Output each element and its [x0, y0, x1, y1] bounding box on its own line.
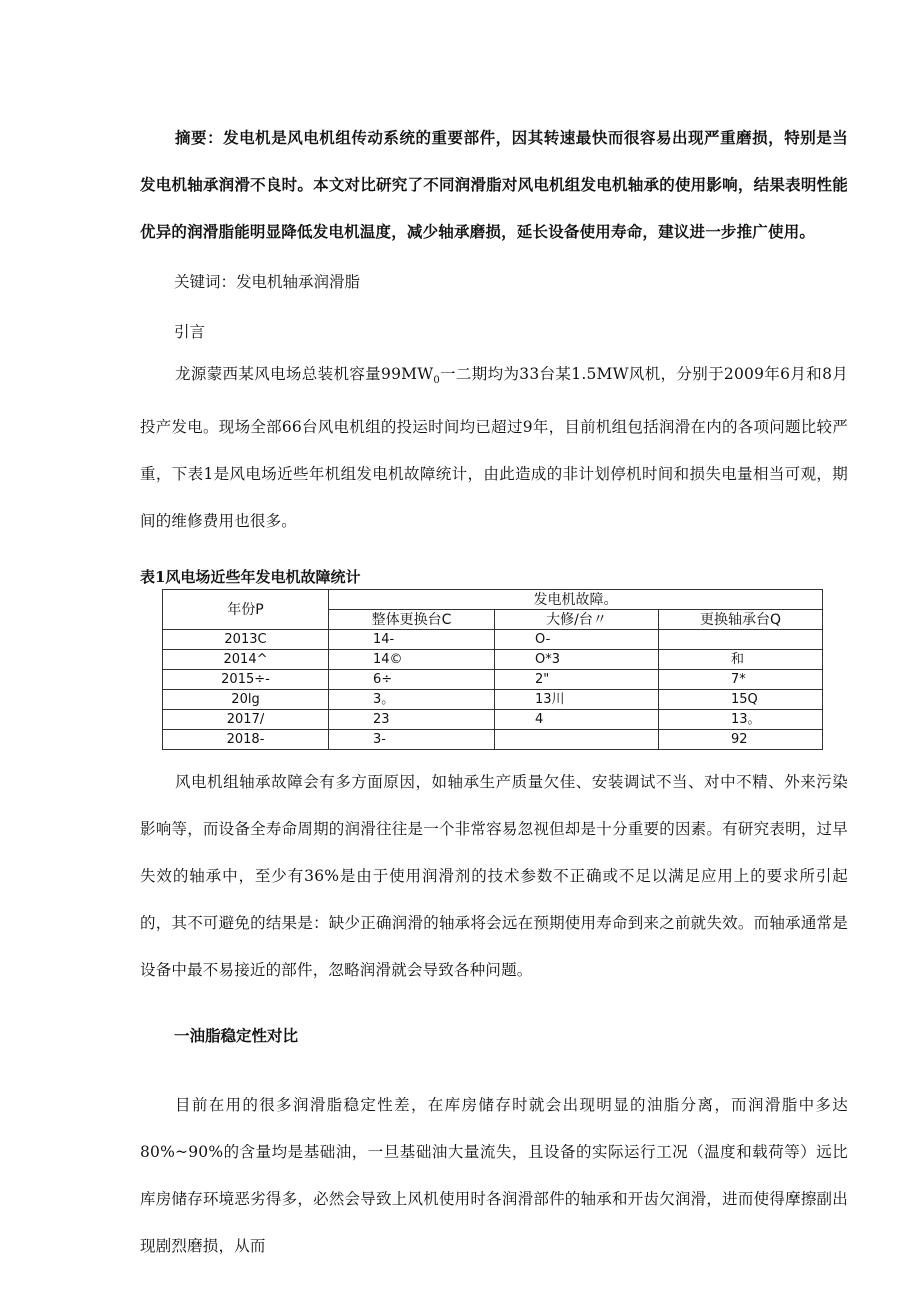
- table-row: [163, 670, 823, 690]
- table-header-row: [163, 590, 823, 610]
- cell-full-replacement: 14©: [329, 650, 495, 670]
- cell-overhaul: O-: [495, 630, 659, 650]
- cell-bearing-replacement: 15Q: [659, 690, 823, 710]
- intro-subscript: 0: [433, 375, 440, 387]
- bearing-fault-paragraph: 风电机组轴承故障会有多方面原因，如轴承生产质量欠佳、安装调试不当、对中不精、外来污染影响等，而设备全寿命周期的润滑往往是一个非常容易忽视但却是十分重要的因素。有研究表明，过早失效的轴承中，至少有36%是由于使用润滑剂的技术参数不正确或不足以满足应用上的要求所引起的，其不可避免的结果是：缺少正确润滑的轴承将会远在预期使用寿命到来之前就失效。而轴承通常是设备中最不易接近的部件，忽略润滑就会导致各种问题。: [140, 773, 848, 979]
- cell-full-replacement: 14-: [329, 630, 495, 650]
- abstract-paragraph: 摘要：发电机是风电机组传动系统的重要部件，因其转速最快而很容易出现严重磨损，特别是当发电机轴承润滑不良时。本文对比研究了不同润滑脂对风电机组发电机轴承的使用影响，结果表明性能优异的润滑脂能明显降低发电机温度，减少轴承磨损，延长设备使用寿命，建议进一步推广使用。: [140, 129, 848, 241]
- section-heading-grease-stability: 一油脂稳定性对比: [174, 1027, 299, 1045]
- intro-text-rest: 一二期均为33台某1.5MW风机，分别于2009年6月和8月投产发电。现场全部66台风电机组的投运时间均已超过9年，目前机组包括润滑在内的各项问题比较严重，下表1是风电场近些年机组发电机故障统计，由此造成的非计划停机时间和损失电量相当可观，期间的维修费用也很多。: [140, 365, 848, 531]
- table-row: [163, 630, 823, 650]
- intro-paragraph: [140, 351, 848, 545]
- cell-overhaul: 13川: [495, 690, 659, 710]
- cell-overhaul: 2": [495, 670, 659, 690]
- cell-overhaul: [495, 730, 659, 750]
- table-row: [163, 730, 823, 750]
- cell-year: 2018-: [163, 730, 329, 750]
- cell-bearing-replacement: 7*: [659, 670, 823, 690]
- cell-full-replacement: 3。: [329, 690, 495, 710]
- cell-full-replacement: 3-: [329, 730, 495, 750]
- cell-full-replacement: 6÷: [329, 670, 495, 690]
- table-row: [163, 690, 823, 710]
- intro-text-start: 龙源蒙西某风电场总装机容量99MW: [175, 365, 434, 383]
- header-year: 年份P: [163, 590, 329, 630]
- cell-bearing-replacement: 92: [659, 730, 823, 750]
- grease-stability-paragraph: 目前在用的很多润滑脂稳定性差，在库房储存时就会出现明显的油脂分离，而润滑脂中多达80%~90%的含量均是基础油，一旦基础油大量流失，且设备的实际运行工况（温度和载荷等）远比库房储存环境恶劣得多，必然会导致上风机使用时各润滑部件的轴承和开齿欠润滑，进而使得摩擦副出现剧烈磨损，从而: [140, 1096, 848, 1255]
- header-full-replacement: 整体更换台C: [329, 610, 495, 630]
- cell-full-replacement: 23: [329, 710, 495, 730]
- cell-bearing-replacement: 和: [659, 650, 823, 670]
- cell-overhaul: O*3: [495, 650, 659, 670]
- fault-statistics-table: [162, 589, 823, 750]
- intro-heading: 引言: [174, 323, 206, 341]
- header-bearing-replacement: 更换轴承台Q: [659, 610, 823, 630]
- cell-bearing-replacement: 13。: [659, 710, 823, 730]
- table-row: [163, 710, 823, 730]
- cell-year: 2017/: [163, 710, 329, 730]
- table-row: [163, 650, 823, 670]
- header-overhaul: 大修/台〃: [495, 610, 659, 630]
- cell-year: 2015÷-: [163, 670, 329, 690]
- table-caption: 表1风电场近些年发电机故障统计: [140, 568, 361, 586]
- cell-year: 20lg: [163, 690, 329, 710]
- header-generator-faults: 发电机故障。: [329, 590, 823, 610]
- cell-year: 2014^: [163, 650, 329, 670]
- cell-year: 2013C: [163, 630, 329, 650]
- cell-bearing-replacement: [659, 630, 823, 650]
- keywords-line: 关键词：发电机轴承润滑脂: [174, 273, 361, 291]
- cell-overhaul: 4: [495, 710, 659, 730]
